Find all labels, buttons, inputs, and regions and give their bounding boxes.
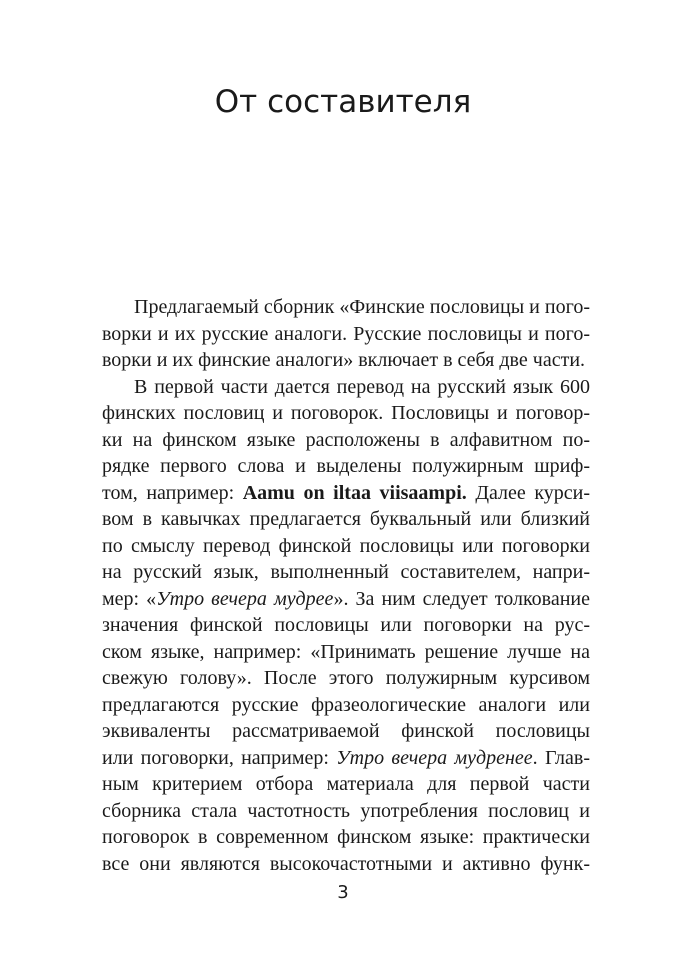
text-line: В первой части дается перевод на русский язык 600 (134, 375, 590, 398)
russian-analog-example: Утро вечера мудренее (336, 746, 533, 769)
text-line: ным критерием отбора материала для первой части (102, 773, 590, 795)
text-line: ки на финском языке расположены в алфавитном по- (102, 428, 590, 451)
text-line: на русский язык, выполненный составителем, напри- (102, 561, 590, 583)
text-line: поговорок в современном финском языке: практически (102, 826, 590, 848)
text-line: свежую голову». После этого полужирным курсивом (102, 667, 590, 689)
text-run: . Глав- (532, 746, 590, 769)
text-line: ском языке, например: «Принимать решение лучше на (102, 640, 590, 663)
text-line (102, 745, 590, 772)
text-run: ». За ним следует толкование (333, 587, 590, 610)
literal-translation-example: Утро вечера мудрее (156, 587, 334, 610)
text-line: финских пословиц и поговорок. Пословицы и поговор- (102, 402, 590, 424)
text-run: том, например: (102, 481, 243, 504)
text-line: вом в кавычках предлагается буквальный или близкий (102, 508, 590, 530)
text-run: мер: « (102, 587, 157, 610)
page-title: От составителя (214, 84, 472, 120)
text-line: предлагаются русские фразеологические аналоги или (102, 693, 590, 716)
finnish-proverb-example: Aamu on iltaa viisaampi. (242, 481, 467, 504)
text-line: сборника стала частотность употребления пословиц и (102, 799, 590, 822)
text-line: ворки и их русские аналоги. Русские пословицы и пого- (102, 322, 590, 345)
text-run: или поговорки, например: (102, 746, 337, 769)
text-line: Предлагаемый сборник «Финские пословицы и пого- (134, 296, 590, 318)
text-line: рядке первого слова и выделены полужирным шриф- (102, 455, 590, 477)
text-line: ворки и их финские аналоги» включает в себя две части. (102, 349, 586, 371)
text-line: все они являются высокочастотными и активно функ- (102, 852, 590, 875)
text-line (102, 480, 590, 507)
text-run: Далее курси- (466, 481, 590, 504)
text-line: по смыслу перевод финской пословицы или поговорки (102, 534, 590, 557)
text-line: эквиваленты рассматриваемой финской пословицы (102, 720, 590, 742)
text-line (102, 586, 590, 613)
page-number: 3 (337, 882, 349, 903)
text-line: значения финской пословицы или поговорки на рус- (102, 614, 590, 636)
body-text (102, 294, 590, 877)
